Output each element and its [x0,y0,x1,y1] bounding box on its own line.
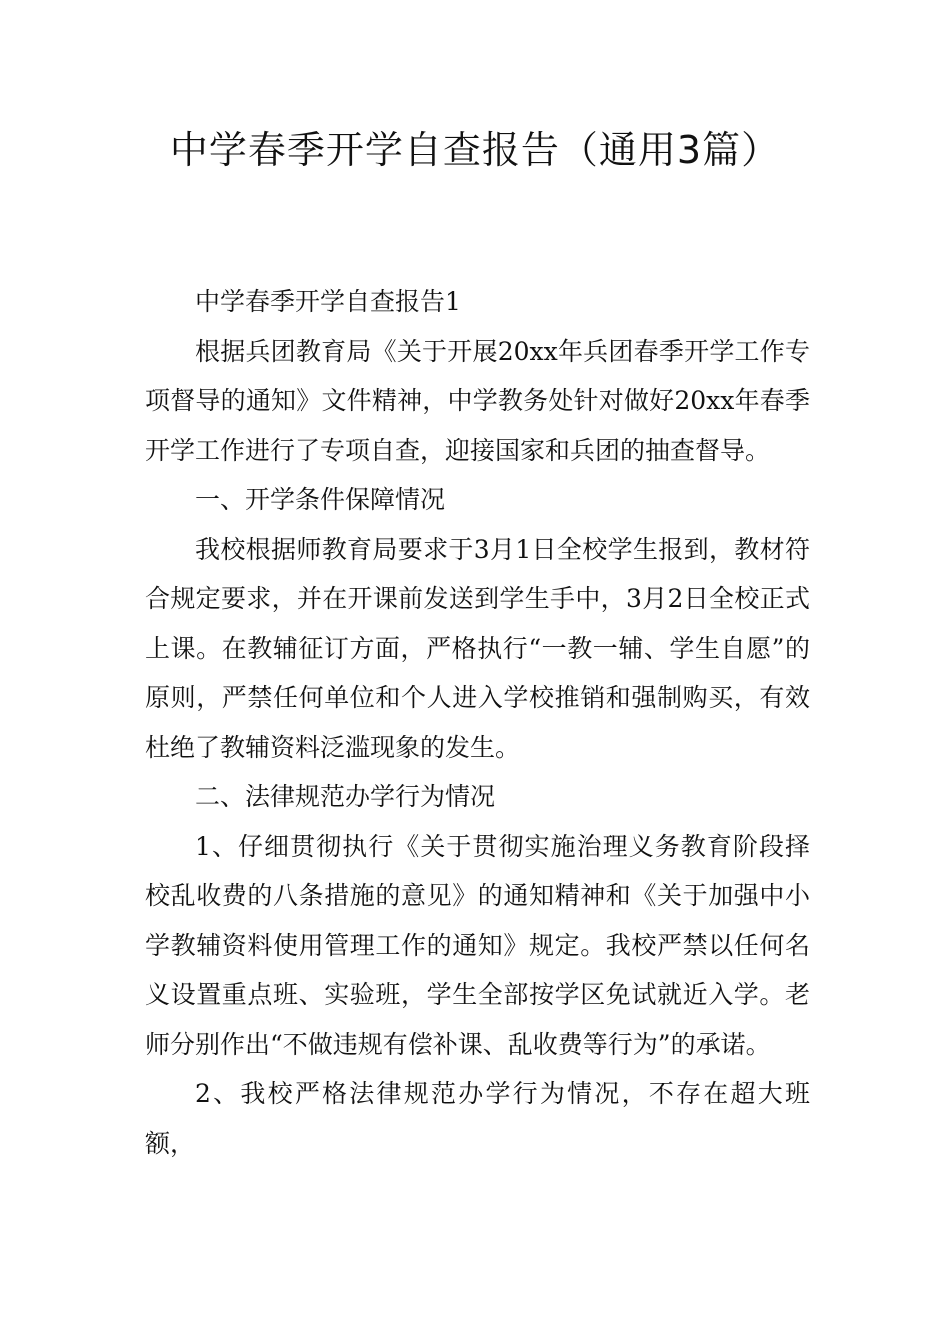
section-heading: 一、开学条件保障情况 [195,485,446,514]
body-paragraph: 2、我校严格法律规范办学行为情况，不存在超大班额， [145,1079,810,1158]
section-heading: 中学春季开学自查报告1 [195,287,461,316]
body-paragraph: 1、仔细贯彻执行《关于贯彻实施治理义务教育阶段择校乱收费的八条措施的意见》的通知精神和《关于加强中小学教辅资料使用管理工作的通知》规定。我校严禁以任何名义设置重点班、实验班，学生全部按学区免试就近入学。老师分别作出“不做违规有偿补课、乱收费等行为”的承诺。 [145,831,810,1059]
body-paragraph: 根据兵团教育局《关于开展20xx年兵团春季开学工作专项督导的通知》文件精神，中学教务处针对做好20xx年春季开学工作进行了专项自查，迎接国家和兵团的抽查督导。 [145,336,810,465]
body-paragraph: 我校根据师教育局要求于3月1日全校学生报到，教材符合规定要求，并在开课前发送到学生手中，3月2日全校正式上课。在教辅征订方面，严格执行“一教一辅、学生自愿”的原则，严禁任何单位和个人进入学校推销和强制购买，有效杜绝了教辅资料泛滥现象的发生。 [145,534,810,762]
document-title: 中学春季开学自查报告（通用3篇） [169,128,781,172]
section-heading: 二、法律规范办学行为情况 [195,782,496,811]
document-body [145,277,810,1168]
